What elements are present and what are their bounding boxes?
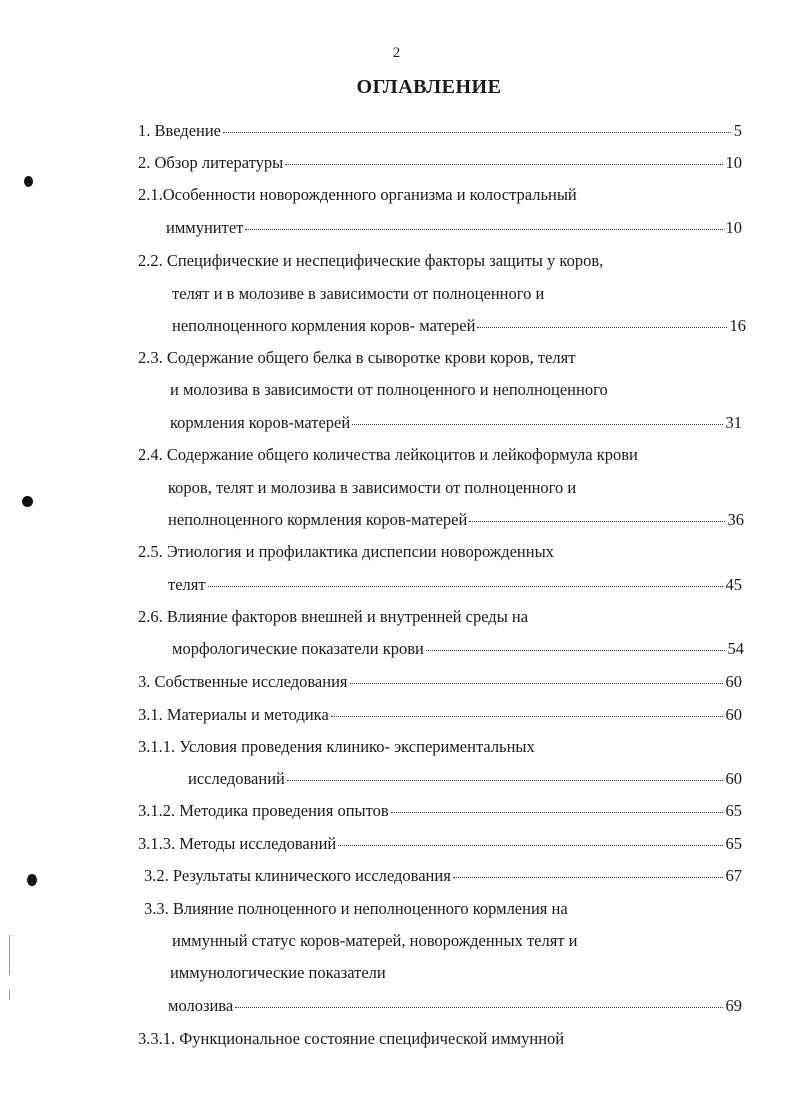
toc-entry-text: исследований — [188, 769, 285, 788]
toc-entry-text: кормления коров-матерей — [170, 413, 351, 432]
toc-entry-text: 3.3. Влияние полноценного и неполноценного кормления на — [144, 899, 568, 918]
toc-entry[interactable] — [144, 866, 742, 886]
toc-entry-continuation[interactable] — [172, 639, 744, 659]
toc-entry-text: 2. Обзор литературы — [138, 153, 284, 172]
toc-entry-text: 3.3.1. Функциональное состояние специфической иммунной — [138, 1029, 565, 1048]
toc-entry-text: 2.4. Содержание общего количества лейкоцитов и лейкоформула крови — [138, 445, 638, 464]
dot-leader — [287, 780, 723, 781]
toc-entry-page: 65 — [725, 834, 742, 853]
toc-entry-text: 2.6. Влияние факторов внешней и внутренней среды на — [138, 607, 529, 626]
dot-leader — [477, 327, 726, 328]
toc-entry-text: 2.3. Содержание общего белка в сыворотке крови коров, телят — [138, 348, 576, 367]
toc-entry-page: 10 — [725, 218, 742, 237]
toc-entry[interactable] — [138, 672, 742, 692]
binding-hole-mark — [27, 874, 37, 886]
toc-entry[interactable] — [138, 607, 528, 627]
dot-leader — [235, 1007, 722, 1008]
toc-entry-text: иммунологические показатели — [170, 963, 386, 982]
toc-entry-text: и молозива в зависимости от полноценного и неполноценного — [170, 380, 608, 399]
toc-title: ОГЛАВЛЕНИЕ — [356, 76, 502, 98]
toc-entry-text: иммунитет — [166, 218, 244, 237]
toc-entry-page: 31 — [725, 413, 742, 432]
toc-entry-continuation — [172, 931, 577, 951]
toc-entry-text: морфологические показатели крови — [172, 639, 424, 658]
toc-entry-text: телят — [168, 575, 206, 594]
toc-entry-text: иммунный статус коров-матерей, новорожденных телят и — [172, 931, 578, 950]
toc-entry[interactable] — [138, 121, 742, 141]
dot-leader — [350, 683, 723, 684]
binding-hole-mark — [22, 496, 33, 507]
toc-entry-page: 10 — [725, 153, 742, 172]
toc-entry-continuation[interactable] — [172, 316, 746, 336]
toc-entry-page: 60 — [725, 769, 742, 788]
dot-leader — [223, 132, 731, 133]
toc-entry[interactable] — [138, 251, 603, 271]
toc-entry-text: коров, телят и молозива в зависимости от полноценного и — [168, 478, 577, 497]
dot-leader — [208, 586, 723, 587]
toc-entry-text: молозива — [168, 996, 234, 1015]
toc-entry-page: 60 — [725, 672, 742, 691]
toc-entry-text: 3.2. Результаты клинического исследования — [144, 866, 451, 885]
toc-entry-continuation — [168, 478, 576, 498]
toc-entry-page: 67 — [725, 866, 742, 885]
toc-entry-continuation — [170, 963, 386, 983]
toc-entry[interactable] — [138, 801, 742, 821]
toc-entry-text: 2.5. Этиология и профилактика диспепсии новорожденных — [138, 542, 554, 561]
toc-entry-page: 45 — [725, 575, 742, 594]
dot-leader — [426, 650, 725, 651]
toc-entry[interactable] — [138, 445, 638, 465]
toc-entry-text: телят и в молозиве в зависимости от полноценного и — [172, 284, 545, 303]
dot-leader — [331, 716, 723, 717]
toc-entry-continuation — [172, 284, 544, 304]
toc-entry[interactable] — [138, 185, 577, 205]
toc-entry-page: 65 — [725, 801, 742, 820]
toc-entry[interactable] — [138, 705, 742, 725]
toc-entry-continuation[interactable] — [168, 575, 742, 595]
toc-entry-text: 3. Собственные исследования — [138, 672, 348, 691]
dot-leader — [391, 812, 723, 813]
toc-entry-text: 3.1.3. Методы исследований — [138, 834, 337, 853]
toc-entry[interactable] — [138, 834, 742, 854]
dot-leader — [352, 424, 722, 425]
dot-leader — [285, 164, 722, 165]
dot-leader — [338, 845, 722, 846]
binding-hole-mark — [24, 176, 33, 187]
toc-entry[interactable] — [144, 899, 568, 919]
toc-entry[interactable] — [138, 542, 554, 562]
toc-entry-text: неполноценного кормления коров- матерей — [172, 316, 476, 335]
toc-entry-text: 2.2. Специфические и неспецифические факторы защиты у коров, — [138, 251, 604, 270]
dot-leader — [453, 877, 723, 878]
toc-entry-text: 1. Введение — [138, 121, 222, 140]
toc-entry-page: 16 — [729, 316, 746, 335]
dot-leader — [245, 229, 722, 230]
scan-artifact-line — [9, 990, 10, 1000]
toc-entry-page: 54 — [727, 639, 744, 658]
toc-entry-text: 3.1.1. Условия проведения клинико- экспериментальных — [138, 737, 535, 756]
toc-entry-page: 36 — [727, 510, 744, 529]
toc-entry-continuation[interactable] — [168, 510, 744, 530]
toc-entry-page: 60 — [725, 705, 742, 724]
toc-entry-page: 5 — [733, 121, 742, 140]
toc-entry-continuation[interactable] — [188, 769, 742, 789]
toc-entry[interactable] — [138, 1029, 564, 1049]
toc-entry-continuation[interactable] — [170, 413, 742, 433]
toc-entry-continuation[interactable] — [166, 218, 742, 238]
toc-entry-text: 3.1.2. Методика проведения опытов — [138, 801, 389, 820]
page-number: 2 — [392, 45, 401, 61]
dot-leader — [469, 521, 724, 522]
scan-artifact-line — [9, 935, 10, 975]
toc-entry-text: 3.1. Материалы и методика — [138, 705, 329, 724]
toc-entry-text: 2.1.Особенности новорожденного организма и колостральный — [138, 185, 577, 204]
toc-entry[interactable] — [138, 153, 742, 173]
toc-entry[interactable] — [138, 737, 535, 757]
toc-entry-continuation[interactable] — [168, 996, 742, 1016]
toc-entry[interactable] — [138, 348, 575, 368]
toc-entry-continuation — [170, 380, 608, 400]
toc-entry-page: 69 — [725, 996, 742, 1015]
toc-entry-text: неполноценного кормления коров-матерей — [168, 510, 468, 529]
